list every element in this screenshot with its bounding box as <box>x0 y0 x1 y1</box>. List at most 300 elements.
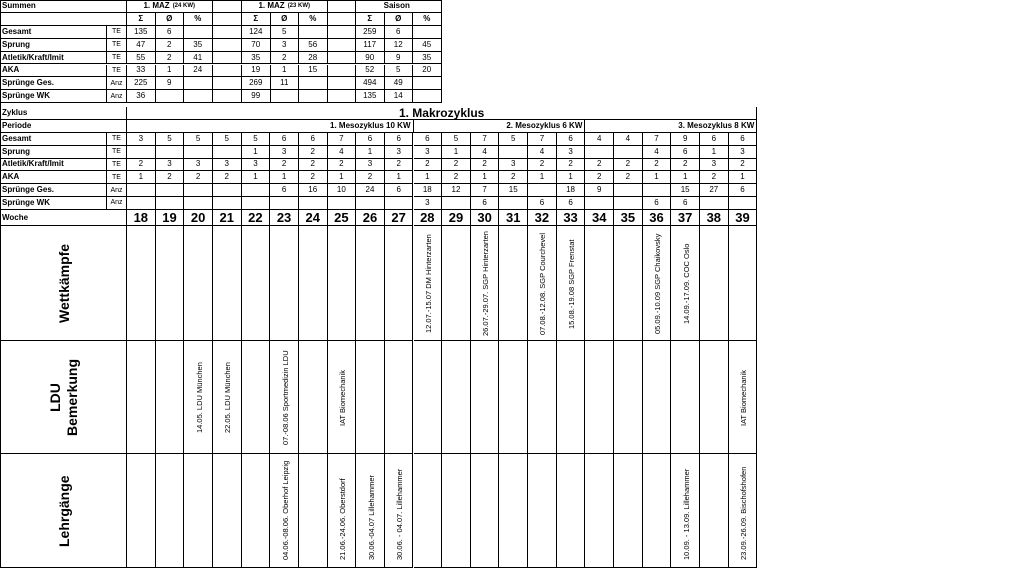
ldu-cell[interactable] <box>299 341 328 454</box>
ldu-cell[interactable] <box>614 341 643 454</box>
summen-row-label[interactable]: AKA <box>0 65 107 78</box>
lehrgaenge-cell[interactable] <box>442 454 471 568</box>
plan-value[interactable]: 2 <box>442 159 471 172</box>
summen-value[interactable]: 49 <box>385 77 414 90</box>
plan-value[interactable]: 5 <box>242 133 271 146</box>
plan-value[interactable] <box>356 197 385 210</box>
plan-value[interactable]: 1 <box>528 171 557 184</box>
summen-value[interactable]: 19 <box>242 65 271 78</box>
plan-value[interactable] <box>614 197 643 210</box>
ldu-cell[interactable] <box>671 341 700 454</box>
summen-value[interactable] <box>413 26 442 39</box>
summen-col-header[interactable]: Σ <box>127 13 156 26</box>
plan-value[interactable]: 4 <box>328 146 357 159</box>
plan-value[interactable]: 12 <box>442 184 471 197</box>
ldu-cell[interactable] <box>643 341 672 454</box>
plan-value[interactable]: 6 <box>557 133 586 146</box>
summen-value[interactable]: 28 <box>299 52 328 65</box>
summen-row-label[interactable]: Sprünge WK <box>0 90 107 103</box>
summen-row-label[interactable]: Gesamt <box>0 26 107 39</box>
lehrgaenge-cell[interactable] <box>643 454 672 568</box>
plan-value[interactable]: 15 <box>499 184 528 197</box>
plan-value[interactable]: 3 <box>729 146 758 159</box>
plan-value[interactable]: 6 <box>356 133 385 146</box>
summen-row-unit[interactable]: Anz <box>107 90 127 103</box>
lehrgaenge-cell[interactable] <box>414 454 443 568</box>
plan-value[interactable]: 3 <box>700 159 729 172</box>
plan-value[interactable]: 6 <box>385 184 414 197</box>
summen-col-header[interactable]: Σ <box>356 13 385 26</box>
plan-value[interactable] <box>184 184 213 197</box>
plan-value[interactable]: 1 <box>127 171 156 184</box>
plan-value[interactable]: 5 <box>442 133 471 146</box>
plan-value[interactable] <box>328 197 357 210</box>
week-number[interactable]: 18 <box>127 210 156 226</box>
plan-value[interactable]: 1 <box>700 146 729 159</box>
lehrgaenge-cell[interactable] <box>242 454 271 568</box>
summen-row-unit[interactable]: TE <box>107 26 127 39</box>
spacer-cell[interactable] <box>328 52 357 65</box>
plan-value[interactable]: 4 <box>585 133 614 146</box>
plan-value[interactable]: 2 <box>729 159 758 172</box>
summen-value[interactable]: 2 <box>156 39 185 52</box>
plan-value[interactable]: 3 <box>127 133 156 146</box>
plan-value[interactable]: 7 <box>328 133 357 146</box>
summen-value[interactable]: 35 <box>242 52 271 65</box>
plan-value[interactable]: 2 <box>127 159 156 172</box>
plan-value[interactable]: 15 <box>671 184 700 197</box>
plan-value[interactable]: 6 <box>471 197 500 210</box>
wettkaempfe-cell[interactable] <box>127 226 156 341</box>
summen-value[interactable] <box>184 90 213 103</box>
plan-value[interactable]: 1 <box>557 171 586 184</box>
plan-value[interactable]: 3 <box>156 159 185 172</box>
summen-value[interactable]: 259 <box>356 26 385 39</box>
plan-value[interactable]: 6 <box>643 197 672 210</box>
plan-value[interactable]: 2 <box>614 171 643 184</box>
plan-value[interactable]: 2 <box>213 171 242 184</box>
plan-value[interactable] <box>242 184 271 197</box>
plan-value[interactable]: 2 <box>299 159 328 172</box>
plan-value[interactable] <box>729 197 758 210</box>
plan-value[interactable]: 18 <box>414 184 443 197</box>
plan-value[interactable]: 1 <box>471 171 500 184</box>
lehrgaenge-cell[interactable] <box>557 454 586 568</box>
plan-value[interactable]: 1 <box>270 171 299 184</box>
summen-block-title[interactable] <box>127 0 213 13</box>
spacer-cell[interactable] <box>213 13 243 26</box>
lehrgaenge-cell[interactable] <box>213 454 242 568</box>
plan-value[interactable]: 6 <box>729 133 758 146</box>
week-number[interactable]: 24 <box>299 210 328 226</box>
plan-value[interactable]: 2 <box>499 171 528 184</box>
wettkaempfe-cell[interactable] <box>585 226 614 341</box>
summen-value[interactable] <box>184 26 213 39</box>
plan-value[interactable] <box>156 146 185 159</box>
week-number[interactable]: 37 <box>671 210 700 226</box>
plan-value[interactable] <box>528 184 557 197</box>
wettkaempfe-cell[interactable] <box>213 226 242 341</box>
spacer-cell[interactable] <box>213 26 243 39</box>
summen-value[interactable]: 1 <box>156 65 185 78</box>
plan-value[interactable]: 2 <box>442 171 471 184</box>
summen-value[interactable] <box>413 77 442 90</box>
wettkaempfe-cell[interactable] <box>328 226 357 341</box>
summen-value[interactable]: 225 <box>127 77 156 90</box>
summen-empty-cell[interactable] <box>0 13 127 26</box>
plan-value[interactable]: 3 <box>414 197 443 210</box>
plan-value[interactable]: 6 <box>414 133 443 146</box>
spacer-cell[interactable] <box>213 77 243 90</box>
plan-value[interactable]: 3 <box>213 159 242 172</box>
lehrgaenge-cell[interactable] <box>528 454 557 568</box>
lehrgaenge-cell[interactable] <box>299 454 328 568</box>
summen-value[interactable]: 70 <box>242 39 271 52</box>
plan-value[interactable]: 9 <box>671 133 700 146</box>
summen-value[interactable]: 5 <box>271 26 300 39</box>
ldu-cell[interactable] <box>528 341 557 454</box>
mesozyklus-label[interactable]: 3. Mesozyklus 8 KW <box>585 120 757 133</box>
plan-value[interactable]: 1 <box>242 146 271 159</box>
wettkaempfe-cell[interactable] <box>614 226 643 341</box>
plan-value[interactable]: 1 <box>328 171 357 184</box>
plan-value[interactable]: 2 <box>356 171 385 184</box>
plan-value[interactable]: 27 <box>700 184 729 197</box>
wettkaempfe-cell[interactable] <box>270 226 299 341</box>
summen-value[interactable]: 2 <box>156 52 185 65</box>
week-number[interactable]: 20 <box>184 210 213 226</box>
week-number[interactable]: 22 <box>242 210 271 226</box>
plan-value[interactable] <box>499 197 528 210</box>
plan-value[interactable] <box>270 197 299 210</box>
plan-value[interactable] <box>184 146 213 159</box>
spacer-cell[interactable] <box>213 39 243 52</box>
plan-value[interactable] <box>127 197 156 210</box>
summen-value[interactable]: 33 <box>127 65 156 78</box>
ldu-cell[interactable] <box>700 341 729 454</box>
plan-value[interactable]: 2 <box>643 159 672 172</box>
plan-value[interactable]: 2 <box>671 159 700 172</box>
wettkaempfe-cell[interactable] <box>700 226 729 341</box>
summen-row-unit[interactable]: TE <box>107 65 127 78</box>
summen-col-header[interactable]: Ø <box>271 13 300 26</box>
week-number[interactable]: 26 <box>356 210 385 226</box>
zyklus-value[interactable]: 1. Makrozyklus <box>127 107 757 120</box>
spacer-cell[interactable] <box>213 0 243 13</box>
plan-value[interactable]: 6 <box>299 133 328 146</box>
plan-row-unit[interactable]: TE <box>107 133 127 146</box>
plan-row-label[interactable]: Gesamt <box>0 133 107 146</box>
summen-value[interactable]: 56 <box>299 39 328 52</box>
plan-value[interactable]: 6 <box>528 197 557 210</box>
summen-value[interactable]: 117 <box>356 39 385 52</box>
summen-block-title[interactable] <box>242 0 328 13</box>
plan-value[interactable]: 6 <box>671 146 700 159</box>
zyklus-label[interactable]: Zyklus <box>0 107 127 120</box>
plan-value[interactable]: 6 <box>270 184 299 197</box>
plan-value[interactable] <box>184 197 213 210</box>
summen-value[interactable]: 2 <box>271 52 300 65</box>
wettkaempfe-cell[interactable] <box>356 226 385 341</box>
plan-value[interactable]: 3 <box>270 146 299 159</box>
summen-value[interactable] <box>299 26 328 39</box>
summen-row-unit[interactable]: TE <box>107 39 127 52</box>
summen-value[interactable]: 135 <box>356 90 385 103</box>
plan-value[interactable]: 2 <box>328 159 357 172</box>
ldu-cell[interactable] <box>356 341 385 454</box>
summen-row-unit[interactable]: TE <box>107 52 127 65</box>
plan-value[interactable]: 2 <box>299 171 328 184</box>
week-number[interactable]: 34 <box>585 210 614 226</box>
summen-value[interactable]: 135 <box>127 26 156 39</box>
spacer-cell[interactable] <box>213 52 243 65</box>
week-number[interactable]: 30 <box>471 210 500 226</box>
plan-value[interactable]: 2 <box>414 159 443 172</box>
summen-value[interactable]: 47 <box>127 39 156 52</box>
plan-value[interactable]: 1 <box>643 171 672 184</box>
plan-value[interactable] <box>213 197 242 210</box>
plan-value[interactable] <box>242 197 271 210</box>
plan-value[interactable]: 2 <box>156 171 185 184</box>
plan-value[interactable]: 4 <box>643 146 672 159</box>
plan-value[interactable]: 2 <box>385 159 414 172</box>
plan-row-unit[interactable]: TE <box>107 159 127 172</box>
spacer-cell[interactable] <box>328 26 357 39</box>
plan-value[interactable]: 1 <box>671 171 700 184</box>
spacer-cell[interactable] <box>328 77 357 90</box>
summen-col-header[interactable]: % <box>184 13 213 26</box>
week-number[interactable]: 19 <box>156 210 185 226</box>
lehrgaenge-cell[interactable] <box>156 454 185 568</box>
plan-value[interactable] <box>385 197 414 210</box>
ldu-cell[interactable] <box>385 341 414 454</box>
summen-col-header[interactable]: Ø <box>156 13 185 26</box>
summen-value[interactable] <box>184 77 213 90</box>
plan-value[interactable]: 3 <box>356 159 385 172</box>
plan-row-label[interactable]: Atletik/Kraft/Imit <box>0 159 107 172</box>
plan-value[interactable] <box>585 197 614 210</box>
spacer-cell[interactable] <box>328 39 357 52</box>
plan-value[interactable]: 2 <box>184 171 213 184</box>
plan-value[interactable]: 7 <box>471 184 500 197</box>
plan-value[interactable]: 5 <box>156 133 185 146</box>
summen-title[interactable]: Summen <box>0 0 127 13</box>
plan-value[interactable]: 2 <box>700 171 729 184</box>
plan-value[interactable]: 5 <box>184 133 213 146</box>
summen-value[interactable] <box>299 77 328 90</box>
summen-row-label[interactable]: Atletik/Kraft/Imit <box>0 52 107 65</box>
spacer-cell[interactable] <box>213 65 243 78</box>
wettkaempfe-cell[interactable] <box>156 226 185 341</box>
summen-col-header[interactable]: Σ <box>242 13 271 26</box>
ldu-cell[interactable] <box>127 341 156 454</box>
ldu-cell[interactable] <box>156 341 185 454</box>
lehrgaenge-cell[interactable] <box>184 454 213 568</box>
wettkaempfe-cell[interactable] <box>385 226 414 341</box>
summen-value[interactable] <box>156 90 185 103</box>
lehrgaenge-cell[interactable] <box>614 454 643 568</box>
plan-value[interactable]: 7 <box>643 133 672 146</box>
summen-value[interactable]: 11 <box>271 77 300 90</box>
plan-value[interactable]: 2 <box>270 159 299 172</box>
plan-value[interactable]: 4 <box>528 146 557 159</box>
lehrgaenge-cell[interactable] <box>585 454 614 568</box>
plan-value[interactable]: 2 <box>585 171 614 184</box>
plan-value[interactable] <box>585 146 614 159</box>
plan-value[interactable]: 1 <box>442 146 471 159</box>
plan-value[interactable]: 3 <box>242 159 271 172</box>
summen-value[interactable]: 9 <box>156 77 185 90</box>
wettkaempfe-cell[interactable] <box>442 226 471 341</box>
spacer-cell[interactable] <box>328 13 357 26</box>
periode-label[interactable]: Periode <box>0 120 127 133</box>
plan-value[interactable]: 4 <box>614 133 643 146</box>
ldu-cell[interactable] <box>499 341 528 454</box>
wettkaempfe-cell[interactable] <box>242 226 271 341</box>
mesozyklus-label[interactable]: 2. Mesozyklus 6 KW <box>414 120 586 133</box>
plan-value[interactable]: 2 <box>528 159 557 172</box>
plan-row-unit[interactable]: TE <box>107 146 127 159</box>
plan-value[interactable]: 2 <box>614 159 643 172</box>
plan-row-label[interactable]: Sprünge WK <box>0 197 107 210</box>
summen-col-header[interactable]: Ø <box>385 13 414 26</box>
plan-row-label[interactable]: AKA <box>0 171 107 184</box>
plan-value[interactable]: 2 <box>585 159 614 172</box>
plan-value[interactable]: 3 <box>184 159 213 172</box>
summen-value[interactable]: 14 <box>385 90 414 103</box>
summen-value[interactable] <box>299 90 328 103</box>
plan-value[interactable]: 1 <box>356 146 385 159</box>
plan-value[interactable] <box>499 146 528 159</box>
summen-value[interactable]: 494 <box>356 77 385 90</box>
plan-value[interactable]: 2 <box>557 159 586 172</box>
plan-value[interactable]: 2 <box>471 159 500 172</box>
week-number[interactable]: 28 <box>414 210 443 226</box>
summen-value[interactable]: 5 <box>385 65 414 78</box>
summen-value[interactable]: 55 <box>127 52 156 65</box>
plan-value[interactable]: 1 <box>414 171 443 184</box>
plan-value[interactable]: 6 <box>270 133 299 146</box>
plan-value[interactable]: 1 <box>242 171 271 184</box>
summen-value[interactable]: 20 <box>413 65 442 78</box>
plan-value[interactable]: 3 <box>414 146 443 159</box>
lehrgaenge-cell[interactable] <box>127 454 156 568</box>
summen-value[interactable]: 6 <box>385 26 414 39</box>
plan-row-unit[interactable]: TE <box>107 171 127 184</box>
plan-value[interactable]: 3 <box>499 159 528 172</box>
plan-row-label[interactable]: Sprünge Ges. <box>0 184 107 197</box>
week-number[interactable]: 29 <box>442 210 471 226</box>
week-number[interactable]: 33 <box>557 210 586 226</box>
summen-value[interactable]: 35 <box>184 39 213 52</box>
plan-value[interactable]: 6 <box>729 184 758 197</box>
summen-col-header[interactable]: % <box>413 13 442 26</box>
spacer-cell[interactable] <box>328 0 357 13</box>
summen-block-title[interactable] <box>356 0 442 13</box>
plan-value[interactable]: 5 <box>213 133 242 146</box>
week-number[interactable]: 31 <box>499 210 528 226</box>
week-number[interactable]: 35 <box>614 210 643 226</box>
week-number[interactable]: 27 <box>385 210 414 226</box>
wettkaempfe-cell[interactable] <box>184 226 213 341</box>
week-number[interactable]: 38 <box>700 210 729 226</box>
week-number[interactable]: 25 <box>328 210 357 226</box>
plan-value[interactable]: 6 <box>700 133 729 146</box>
week-number[interactable]: 36 <box>643 210 672 226</box>
plan-value[interactable] <box>156 184 185 197</box>
wettkaempfe-cell[interactable] <box>729 226 758 341</box>
summen-value[interactable]: 99 <box>242 90 271 103</box>
summen-value[interactable] <box>271 90 300 103</box>
plan-value[interactable]: 9 <box>585 184 614 197</box>
plan-value[interactable]: 7 <box>528 133 557 146</box>
summen-value[interactable]: 15 <box>299 65 328 78</box>
ldu-cell[interactable] <box>242 341 271 454</box>
plan-value[interactable] <box>213 146 242 159</box>
plan-value[interactable]: 6 <box>385 133 414 146</box>
plan-value[interactable]: 2 <box>299 146 328 159</box>
summen-value[interactable]: 45 <box>413 39 442 52</box>
plan-value[interactable] <box>643 184 672 197</box>
plan-value[interactable]: 3 <box>385 146 414 159</box>
summen-value[interactable]: 36 <box>127 90 156 103</box>
week-number[interactable]: 39 <box>729 210 758 226</box>
plan-value[interactable]: 16 <box>299 184 328 197</box>
plan-value[interactable] <box>213 184 242 197</box>
summen-value[interactable]: 41 <box>184 52 213 65</box>
summen-value[interactable]: 269 <box>242 77 271 90</box>
plan-value[interactable] <box>127 184 156 197</box>
wettkaempfe-cell[interactable] <box>299 226 328 341</box>
ldu-cell[interactable] <box>557 341 586 454</box>
summen-row-label[interactable]: Sprünge Ges. <box>0 77 107 90</box>
wettkaempfe-cell[interactable] <box>499 226 528 341</box>
week-number[interactable]: 23 <box>270 210 299 226</box>
plan-value[interactable]: 18 <box>557 184 586 197</box>
summen-value[interactable]: 1 <box>271 65 300 78</box>
summen-value[interactable]: 6 <box>156 26 185 39</box>
summen-row-label[interactable]: Sprung <box>0 39 107 52</box>
summen-value[interactable]: 124 <box>242 26 271 39</box>
plan-value[interactable]: 6 <box>557 197 586 210</box>
plan-value[interactable] <box>156 197 185 210</box>
summen-row-unit[interactable]: Anz <box>107 77 127 90</box>
plan-value[interactable] <box>614 184 643 197</box>
spacer-cell[interactable] <box>213 90 243 103</box>
plan-value[interactable] <box>442 197 471 210</box>
plan-value[interactable]: 4 <box>471 146 500 159</box>
lehrgaenge-cell[interactable] <box>499 454 528 568</box>
ldu-cell[interactable] <box>442 341 471 454</box>
summen-value[interactable] <box>413 90 442 103</box>
plan-value[interactable] <box>614 146 643 159</box>
plan-value[interactable]: 6 <box>671 197 700 210</box>
ldu-cell[interactable] <box>414 341 443 454</box>
plan-row-unit[interactable]: Anz <box>107 197 127 210</box>
spacer-cell[interactable] <box>328 90 357 103</box>
plan-value[interactable] <box>299 197 328 210</box>
plan-value[interactable]: 1 <box>385 171 414 184</box>
ldu-cell[interactable] <box>585 341 614 454</box>
ldu-cell[interactable] <box>471 341 500 454</box>
plan-value[interactable] <box>700 197 729 210</box>
week-number[interactable]: 21 <box>213 210 242 226</box>
mesozyklus-label[interactable]: 1. Mesozyklus 10 KW <box>127 120 414 133</box>
plan-value[interactable]: 24 <box>356 184 385 197</box>
summen-col-header[interactable]: % <box>299 13 328 26</box>
woche-label[interactable]: Woche <box>0 210 127 226</box>
summen-value[interactable]: 9 <box>385 52 414 65</box>
